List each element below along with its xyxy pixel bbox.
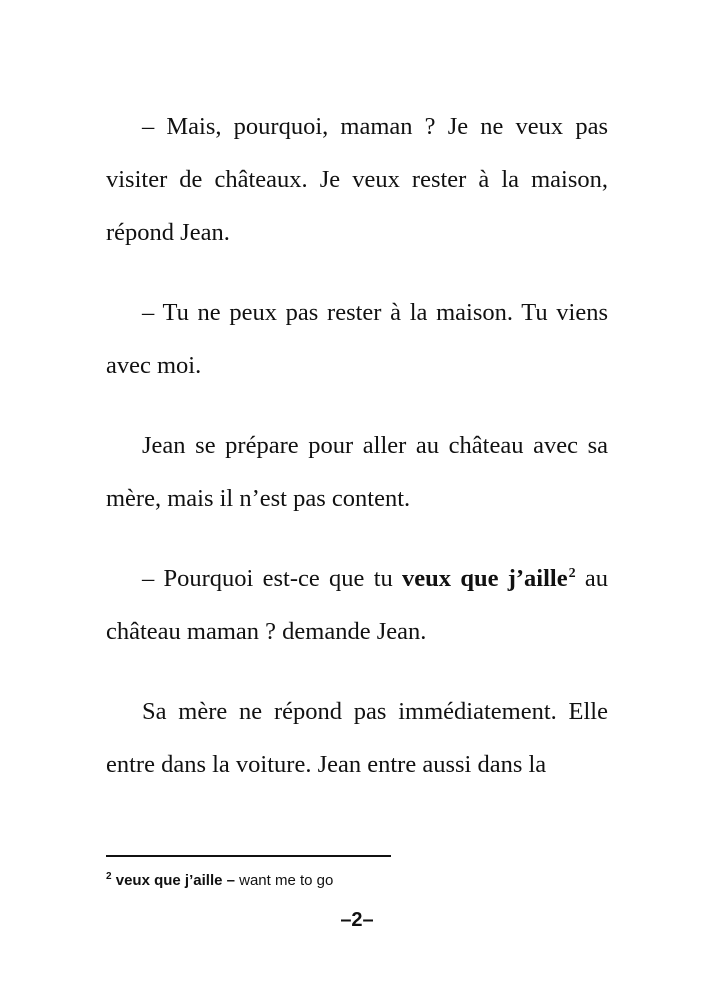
- footnote-number: 2: [106, 871, 112, 882]
- body-text: [106, 100, 608, 791]
- paragraph: Sa mère ne répond pas immédiatement. Elle entre dans la voiture. Jean entre aussi dans la: [106, 698, 608, 778]
- bold-phrase: veux que j’aille: [402, 565, 568, 592]
- page-number: –2–: [340, 909, 374, 931]
- paragraph-text-start: – Pourquoi est-ce que tu: [142, 565, 403, 592]
- paragraph-with-footnote-ref: [106, 552, 608, 658]
- paragraph-text-end: au château maman ? demande Jean.: [106, 565, 608, 645]
- footnote: [106, 870, 333, 892]
- paragraph: – Tu ne peux pas rester à la maison. Tu viens avec moi.: [106, 299, 608, 379]
- footnote-term: veux que j’aille –: [115, 872, 235, 889]
- footnote-definition: want me to go: [234, 872, 334, 889]
- paragraph: Jean se prépare pour aller au château avec sa mère, mais il n’est pas content.: [106, 432, 608, 512]
- footnote-divider: [106, 855, 391, 857]
- paragraph: – Mais, pourquoi, maman ? Je ne veux pas visiter de châteaux. Je veux rester à la maison, répond Jean.: [106, 113, 608, 246]
- footnote-reference: 2: [568, 565, 576, 581]
